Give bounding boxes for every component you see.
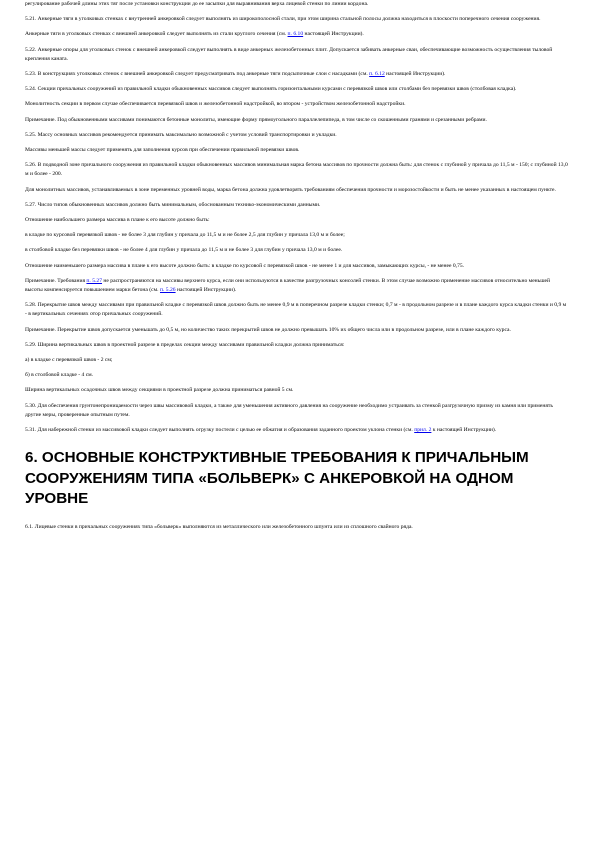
cross-reference-link[interactable]: п. 6.10 [287, 31, 304, 38]
paragraph-text: Для монолитных массивов, устанавливаемых в зоне переменных уровней воды, марка бетона должна удовлетворять требованиям обеспечения прочности и морозостойкости и быть не менее указанных в настоящем пункте. [25, 186, 556, 193]
paragraph-text: настоящей Инструкции). [175, 287, 237, 294]
section-heading: 6. ОСНОВНЫЕ КОНСТРУКТИВНЫЕ ТРЕБОВАНИЯ К ПРИЧАЛЬНЫМ СООРУЖЕНИЯМ ТИПА «БОЛЬВЕРК» С АНКЕРОВКОЙ НА ОДНОМ УРОВНЕ [25, 449, 529, 508]
paragraph-text: а) в кладке с перевязкой швов - 2 см; [25, 357, 113, 364]
paragraph [25, 161, 569, 179]
paragraph [25, 216, 569, 225]
paragraph-text: Отношение наименьшего размера массива в плане к его высоте должно быть: в кладке по курсовой с перевязкой швов - не менее 1 и для массивов, замыкающих курсы, - не менее 0,75. [25, 262, 465, 269]
paragraph-text: в кладке по курсовой перевязкой швов - не более 3 для глубин у причала до 11,5 м и не более 2,5 для глубин у причала 13,0 м и более; [25, 232, 345, 239]
paragraph-text: Массивы меньшей массы следует применять для заполнения курсов при обеспечении правильной перевязки швов. [25, 147, 300, 154]
paragraph [25, 277, 569, 295]
paragraph-text: Монолитность секции в первом случае обеспечивается перевязкой швов и железобетонной надстройкой, во втором - устройством железобетонной надстройки. [25, 101, 406, 108]
paragraph-text: Примечание. Перекрытие швов допускается уменьшать до 0,5 м, но количество таких перекрытий швов не должно превышать 10% их общего числа или в продольном разрезе, или в плане каждого курса. [25, 326, 511, 333]
paragraph-text: 5.25. Массу основных массивов рекомендуется принимать максимально возможной с учетом условий транспортировки и укладки. [25, 131, 337, 138]
paragraph [25, 231, 569, 240]
paragraph-text: 5.29. Ширина вертикальных швов в проектной разрезе в пределах секции между массивами правильной кладки должна приниматься: [25, 341, 345, 348]
paragraph [25, 246, 569, 255]
paragraph-text: не распространяются на массивы верхнего курса, если они используются в качестве разгрузочных консолей стенки. В этом случае возможно применение массивов относительно меньшей высоты компенсируется повышением марки бетона (см. [25, 277, 551, 294]
section-6-start [25, 523, 569, 532]
paragraph-text: 5.31. Для набережной стенки из массивовой кладки следует выполнять огрузку постели с целью ее обжатия и образования заданного проектом уклона стенки (см. [25, 427, 415, 434]
paragraph-text: настоящей Инструкции). [384, 71, 446, 78]
paragraph-text: 5.22. Анкерные опоры для уголковых стенок с внешней анкеровкой следует выполнять в виде анкерных железобетонных плит. Допускается забивать анкерные сваи, обеспечивающие возможность осуществления тыловой крепления каната. [25, 46, 553, 62]
paragraph [25, 0, 569, 9]
paragraph [25, 201, 569, 210]
paragraph-text: 5.26. В подводной зоне причального сооружения из правильной кладки обыкновенных массивов минимальная марка бетона массивов по прочности должна быть: для стенок с глубиной у причала до 11,5 м - 150; с глубиной 13,0 м и более - 200. [25, 162, 568, 178]
paragraph-text: Примечание. Требования [25, 277, 87, 284]
paragraph [25, 46, 569, 64]
paragraph [25, 116, 569, 125]
paragraph-text: Отношение наибольшего размера массива в плане к его высоте должно быть: [25, 217, 210, 224]
paragraph-text: Анкерные тяги в уголковых стенках с внешней анкеровкой следует выполнять из стали круглого сечения (см. [25, 31, 288, 38]
paragraph-text: 5.24. Секции причальных сооружений из правильной кладки обыкновенных массивов следует выполнять горизонтальными курсами с перевязкой швов или столбами без перевязки швов (столбовая кладка). [25, 86, 517, 93]
cross-reference-link[interactable]: п. 5.27 [86, 277, 103, 284]
paragraph [25, 100, 569, 109]
paragraph [25, 326, 569, 335]
paragraph [25, 186, 569, 195]
paragraph [25, 15, 569, 24]
paragraph-text: Примечание. Под обыкновенными массивами понимаются бетонные монолиты, имеющие форму прямоугольного параллелепипеда, в том числе со скошенными гранями и срезанными ребрами. [25, 116, 487, 123]
paragraph [25, 402, 569, 420]
paragraph-text: 5.27. Число типов обыкновенных массивов должно быть минимальным, обоснованным технико-экономическими данными. [25, 201, 321, 208]
paragraph-text: к настоящей Инструкции). [431, 427, 497, 434]
paragraph-text: 5.30. Для обеспечения грунтонепроницаемости через швы массивовой кладки, а также для уменьшения активного давления на сооружение необходимо устраивать за стенкой разгрузочную призму из камня или применять другие меры, проверенные опытным путем. [25, 402, 553, 418]
paragraph [25, 341, 569, 350]
paragraph [25, 386, 569, 395]
paragraph [25, 426, 569, 435]
paragraph-text: регулирование рабочей длины этих тяг после установки конструкции до ее засыпки для выравнивания верха лицевой стенки по линии кордона. [25, 1, 369, 7]
paragraph [25, 30, 569, 39]
paragraph-text: настоящей Инструкции). [303, 31, 364, 38]
paragraph-text: 5.23. В конструкциях уголковых стенок с внешней анкеровкой следует предусматривать под анкерные тяги подсыпочные слои с насадками (см. [25, 71, 370, 78]
paragraph [25, 371, 569, 380]
section-5-continuation [25, 0, 569, 435]
paragraph [25, 523, 569, 532]
paragraph-text: 6.1. Лицевые стенки в причальных сооружениях типа «больверк» выполняются из металлического или железобетонного шпунта или из сплошного свайного ряда. [25, 523, 413, 530]
paragraph [25, 356, 569, 365]
document-body [25, 0, 569, 532]
paragraph [25, 146, 569, 155]
paragraph [25, 262, 569, 271]
paragraph-text: 5.28. Перекрытие швов между массивами при правильной кладке с перевязкой швов должно быть не менее 0,9 м в поперечном разрезе кладки стенки; 0,7 м - в продольном разрезе и в плане каждого курса кладки стенки и 0,9 м - в вертикальных сечениях отор причальных сооружений. [25, 302, 567, 318]
paragraph-text: б) в столбовой кладке - 4 см. [25, 372, 94, 379]
cross-reference-link[interactable]: прил. 2 [414, 427, 432, 434]
cross-reference-link[interactable]: п. 6.12 [369, 71, 385, 78]
paragraph-text: в столбовой кладке без перевязки швов - не более 4 для глубин у причала до 11,5 м и не более 3 для глубин у причала 13,0 м и более. [25, 247, 343, 254]
paragraph [25, 85, 569, 94]
paragraph [25, 70, 569, 79]
paragraph-text: Ширина вертикальных осадочных швов между секциями в проектной разрезе должна приниматься равной 5 см. [25, 387, 294, 394]
paragraph [25, 131, 569, 140]
paragraph-text: 5.21. Анкерные тяги в уголковых стенках с внутренней анкеровкой следует выполнять из широкополосной стали, при этом ширина стальной полосы должна находиться в плоскости поперечного сечения сооружения. [25, 16, 541, 23]
paragraph [25, 301, 569, 319]
cross-reference-link[interactable]: п. 5.26 [159, 287, 176, 294]
